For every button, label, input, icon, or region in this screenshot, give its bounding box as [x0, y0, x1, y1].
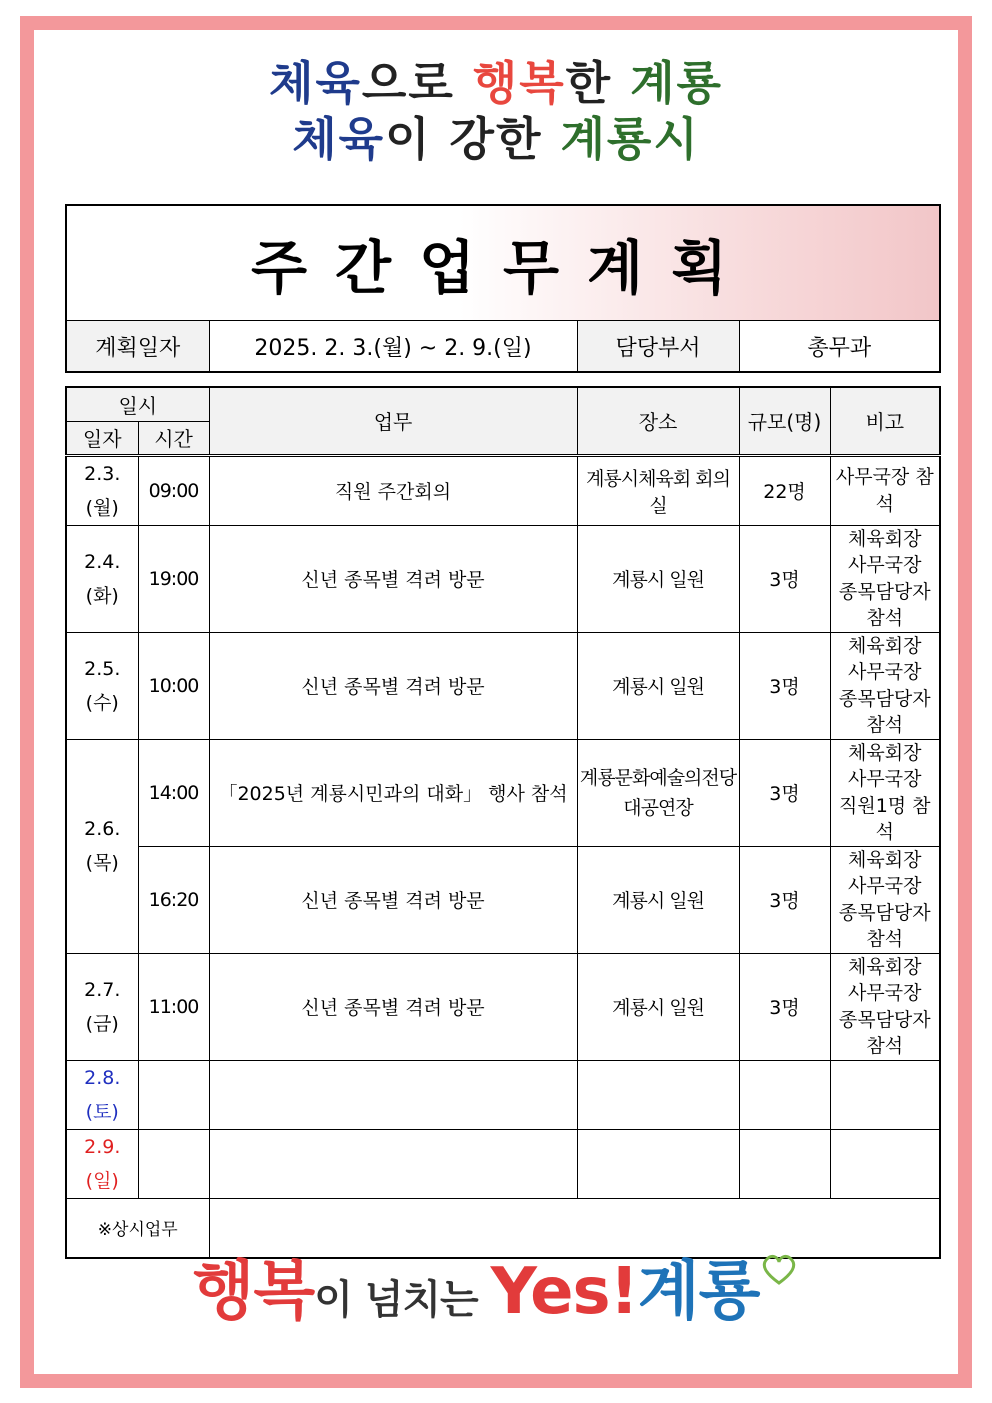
footer-word: 계룡 [637, 1255, 760, 1329]
table-row [66, 739, 940, 846]
footer-word: 이 넘치는 [314, 1277, 491, 1323]
task-cell [209, 1129, 577, 1198]
date-cell-saturday: 2.8. (토) [66, 1060, 138, 1129]
date-cell: 2.3. (월) [66, 455, 138, 525]
table-row [66, 846, 940, 953]
place-cell: 계룡시 일원 [577, 953, 739, 1060]
task-cell: 직원 주간회의 [209, 455, 577, 525]
slogan-line-1 [0, 56, 992, 110]
time-cell: 10:00 [138, 632, 209, 739]
date-cell: 2.4. (화) [66, 525, 138, 632]
note-cell: 체육회장 사무국장 직원1명 참석 [830, 739, 940, 846]
task-cell: 신년 종목별 격려 방문 [209, 525, 577, 632]
col-header-place: 장소 [577, 387, 739, 455]
scale-cell: 3명 [739, 739, 830, 846]
scale-cell [739, 1129, 830, 1198]
time-cell [138, 1129, 209, 1198]
heart-icon [759, 1228, 799, 1268]
footer-word: 행복 [192, 1255, 315, 1329]
regular-work-cell [209, 1198, 940, 1258]
place-cell: 계룡시 일원 [577, 632, 739, 739]
note-cell: 체육회장 사무국장 종목담당자 참석 [830, 953, 940, 1060]
time-cell: 14:00 [138, 739, 209, 846]
table-row [66, 1129, 940, 1198]
slogan-word: 한 [565, 56, 631, 110]
task-cell: 신년 종목별 격려 방문 [209, 953, 577, 1060]
note-cell [830, 1129, 940, 1198]
page-title: 주간업무계획 [66, 205, 940, 321]
date-cell: 2.6. (목) [66, 739, 138, 953]
time-cell: 09:00 [138, 455, 209, 525]
time-cell: 19:00 [138, 525, 209, 632]
task-cell: 신년 종목별 격려 방문 [209, 632, 577, 739]
place-cell: 계룡시체육회 회의실 [577, 455, 739, 525]
slogan-word: 체육 [269, 56, 362, 110]
place-cell [577, 1060, 739, 1129]
scale-cell: 3명 [739, 846, 830, 953]
slogan-word: 계룡시 [560, 112, 700, 166]
note-cell: 체육회장 사무국장 종목담당자 참석 [830, 525, 940, 632]
table-row [66, 1198, 940, 1258]
task-cell: 「2025년 계룡시민과의 대화」 행사 참석 [209, 739, 577, 846]
task-cell [209, 1060, 577, 1129]
date-cell: 2.5. (수) [66, 632, 138, 739]
note-cell: 체육회장 사무국장 종목담당자 참석 [830, 846, 940, 953]
slogan-word: 이 강한 [385, 112, 561, 166]
note-cell: 사무국장 참석 [830, 455, 940, 525]
place-cell [577, 1129, 739, 1198]
scale-cell: 3명 [739, 632, 830, 739]
time-cell [138, 1060, 209, 1129]
dept-label: 담당부서 [577, 321, 739, 373]
slogan-line-2 [0, 112, 992, 166]
time-cell: 16:20 [138, 846, 209, 953]
table-row [66, 1060, 940, 1129]
col-header-datetime: 일시 [66, 387, 209, 421]
scale-cell [739, 1060, 830, 1129]
table-row [66, 525, 940, 632]
col-header-task: 업무 [209, 387, 577, 455]
place-cell: 계룡문화예술의전당 대공연장 [577, 739, 739, 846]
task-cell: 신년 종목별 격려 방문 [209, 846, 577, 953]
col-header-note: 비고 [830, 387, 940, 455]
plan-date-label: 계획일자 [66, 321, 209, 373]
header-table [65, 204, 941, 373]
scale-cell: 22명 [739, 455, 830, 525]
scale-cell: 3명 [739, 953, 830, 1060]
col-header-date: 일자 [66, 421, 138, 455]
slogan-word: 행복 [472, 56, 566, 110]
date-cell: 2.7. (금) [66, 953, 138, 1060]
col-header-scale: 규모(명) [739, 387, 830, 455]
note-cell: 체육회장 사무국장 종목담당자 참석 [830, 632, 940, 739]
slogan-word: 계룡 [630, 56, 723, 110]
place-cell: 계룡시 일원 [577, 846, 739, 953]
dept-value: 총무과 [739, 321, 940, 373]
schedule-table [65, 386, 941, 1259]
table-row [66, 632, 940, 739]
slogan-word: 으로 [361, 56, 473, 110]
footer-word: Yes! [490, 1255, 638, 1329]
col-header-time: 시간 [138, 421, 209, 455]
footer-logo [0, 1252, 992, 1340]
date-cell-sunday: 2.9. (일) [66, 1129, 138, 1198]
slogan-word: 체육 [292, 112, 386, 166]
regular-work-label: ※상시업무 [66, 1198, 209, 1258]
place-cell: 계룡시 일원 [577, 525, 739, 632]
time-cell: 11:00 [138, 953, 209, 1060]
plan-date-value: 2025. 2. 3.(월) ~ 2. 9.(일) [209, 321, 577, 373]
note-cell [830, 1060, 940, 1129]
table-row [66, 953, 940, 1060]
table-row [66, 455, 940, 525]
scale-cell: 3명 [739, 525, 830, 632]
